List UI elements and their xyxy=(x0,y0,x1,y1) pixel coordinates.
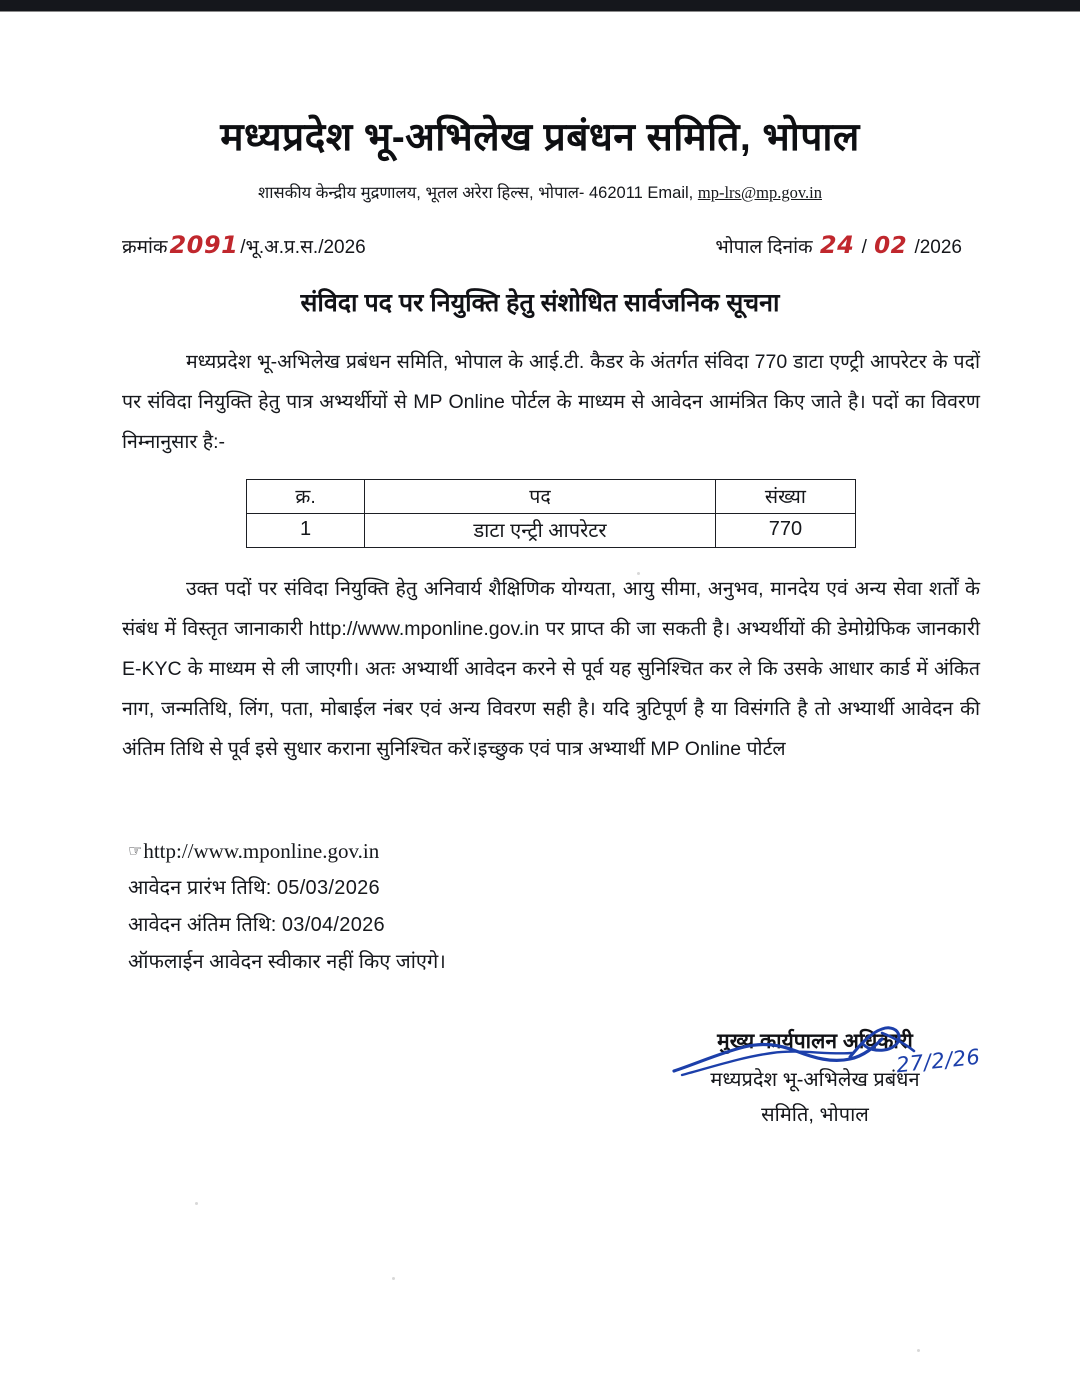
table-cell-sr: 1 xyxy=(247,513,365,547)
reference-line xyxy=(0,231,1080,259)
application-start-row xyxy=(128,870,1080,907)
scan-speck xyxy=(392,1277,395,1280)
signatory-org-line-1: मध्यप्रदेश भू-अभिलेख प्रबंधन xyxy=(710,1069,920,1092)
top-dark-bar xyxy=(0,0,1080,12)
table-header-sr: क्र. xyxy=(247,479,365,513)
application-end-label: आवेदन अंतिम तिथि: xyxy=(128,914,277,937)
signatory-org-line-2: समिति, भोपाल xyxy=(761,1104,869,1127)
document-body xyxy=(0,343,1080,770)
table-cell-post: डाटा एन्ट्री आपरेटर xyxy=(365,513,716,547)
application-start-label: आवेदन प्रारंभ तिथि: xyxy=(128,877,272,900)
offline-note: ऑफलाईन आवेदन स्वीकार नहीं किए जांएगे। xyxy=(128,951,446,974)
application-end-row xyxy=(128,907,1080,944)
org-email-link[interactable]: mp-lrs@mp.gov.in xyxy=(697,182,822,202)
scan-speck xyxy=(195,1202,198,1205)
signature-block xyxy=(600,1027,1030,1127)
pointing-hand-icon: ☞ xyxy=(128,840,143,860)
date-slash-1: / xyxy=(861,236,867,258)
reference-number-handwritten: 2091 xyxy=(169,230,239,259)
application-end-date: 03/04/2026 xyxy=(281,914,385,937)
signatory-role: मुख्य कार्यपालन अधिकारी xyxy=(717,1030,913,1054)
table-header-count: संख्या xyxy=(715,479,855,513)
date-day-handwritten: 24 xyxy=(819,230,855,259)
scan-speck xyxy=(637,572,640,575)
document-page xyxy=(0,117,1080,1127)
place-date-label: भोपाल दिनांक xyxy=(715,236,813,258)
page-title: मध्यप्रदेश भू-अभिलेख प्रबंधन समिति, भोपाल xyxy=(220,116,860,159)
notice-title: संविदा पद पर नियुक्ति हेतु संशोधित सार्वजनिक सूचना xyxy=(300,288,780,317)
org-address-text: शासकीय केन्द्रीय मुद्रणालय, भूतल अरेरा हिल्स, भोपाल- 462011 Email, xyxy=(258,183,694,202)
table-row xyxy=(247,513,856,547)
paragraph-intro: मध्यप्रदेश भू-अभिलेख प्रबंधन समिति, भोपाल के आई.टी. कैडर के अंतर्गत संविदा 770 डाटा एण्ट्री आपरेटर के पदों पर संविदा नियुक्ति हेतु पात्र अभ्यर्थीयों से MP Online पोर्टल के माध्यम से आवेदन आमंत्रित किए जाते है। पदों का विवरण निम्नानुसार है:- xyxy=(122,350,980,453)
positions-table-wrapper xyxy=(122,479,980,548)
reference-number-group xyxy=(122,231,366,259)
place-date-group xyxy=(715,231,962,259)
signature-date-handwritten: 27/2/26 xyxy=(894,1045,982,1078)
table-header-row xyxy=(247,479,856,513)
date-year: 2026 xyxy=(919,236,962,258)
reference-prefix-label: क्रमांक xyxy=(122,236,168,258)
scan-speck xyxy=(917,1349,920,1352)
reference-suffix-label: /भू.अ.प्र.स./2026 xyxy=(240,236,366,258)
table-cell-count: 770 xyxy=(715,513,855,547)
positions-table xyxy=(246,479,856,548)
date-slash-2: / xyxy=(914,236,920,258)
paragraph-details: उक्त पदों पर संविदा नियुक्ति हेतु अनिवार्य शैक्षिणिक योग्यता, आयु सीमा, अनुभव, मानदेय एवं अन्य सेवा शर्तों के संबंध में विस्तृत जानाकारी http://www.mponline.gov.in पर प्राप्त की जा सकती है। अभ्यर्थीयों की डेमोग्रेफिक जानकारी E-KYC के माध्यम से ली जाएगी। अतः अभ्यार्थी आवेदन करने से पूर्व यह सुनिश्चित कर ले कि उसके आधार कार्ड में अंकित नाग, जन्मतिथि, लिंग, पता, मोबाईल नंबर एवं अन्य विवरण सही है। यदि त्रुटिपूर्ण है या विसंगति है तो अभ्यार्थी आवेदन की अंतिम तिथि से पूर्व इसे सुधार कराना सुनिश्चित करें।इच्छुक एवं पात्र अभ्यार्थी MP Online पोर्टल xyxy=(122,577,980,760)
table-header-post: पद xyxy=(365,479,716,513)
footer-info-block xyxy=(0,832,1080,982)
org-address-line xyxy=(0,180,1080,203)
application-start-date: 05/03/2026 xyxy=(276,877,380,900)
portal-url-link[interactable]: http://www.mponline.gov.in xyxy=(143,838,380,863)
date-month-handwritten: 02 xyxy=(874,232,908,259)
portal-url-row xyxy=(128,832,1080,871)
